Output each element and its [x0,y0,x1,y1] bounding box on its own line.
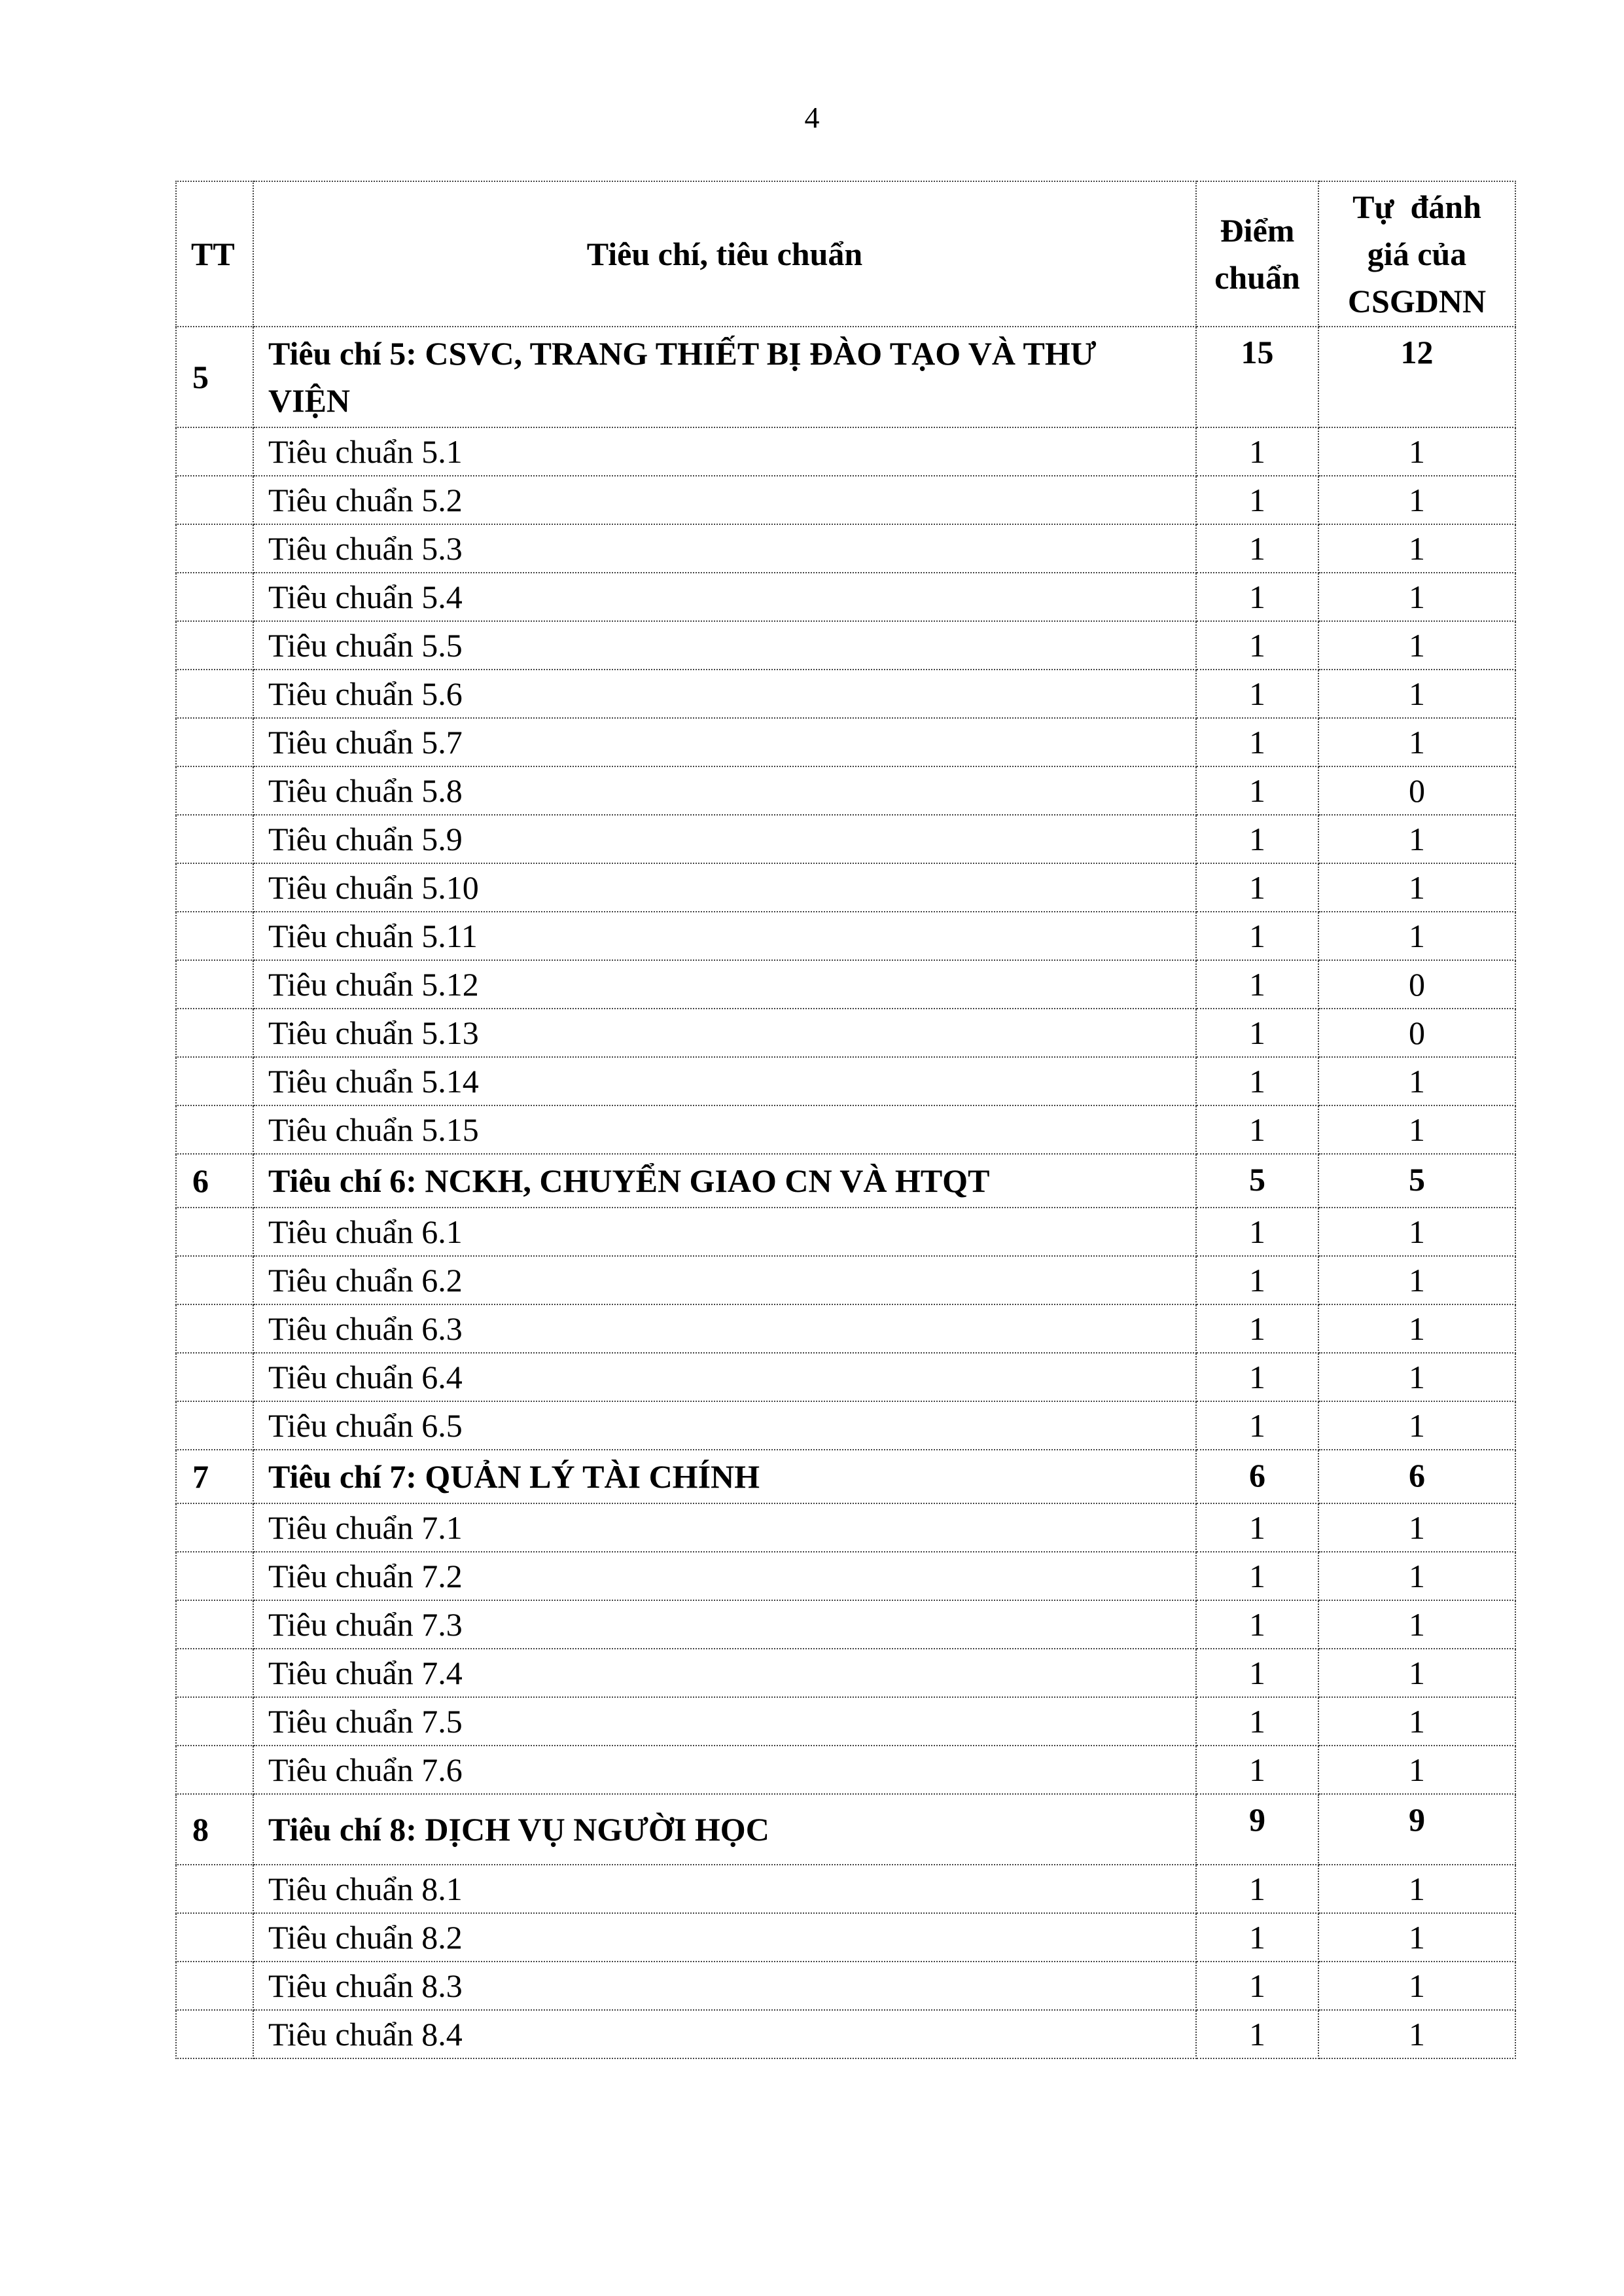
standard-number-empty [176,1401,253,1450]
self-assessment-score: 1 [1318,1057,1515,1105]
criterion-self-score: 12 [1318,327,1515,427]
standard-row [176,1962,1515,2010]
standard-number-empty [176,1503,253,1552]
self-assessment-score: 1 [1318,2010,1515,2058]
self-assessment-score: 1 [1318,1304,1515,1353]
self-assessment-score: 1 [1318,1401,1515,1450]
self-assessment-score: 1 [1318,1697,1515,1746]
standard-number-empty [176,1913,253,1962]
standard-score: 1 [1196,1865,1318,1913]
criterion-self-score: 9 [1318,1794,1515,1865]
standard-row [176,524,1515,573]
standard-name: Tiêu chuẩn 7.5 [253,1697,1196,1746]
self-assessment-score: 1 [1318,1503,1515,1552]
standard-score: 1 [1196,718,1318,766]
header-standard-score [1196,181,1318,327]
standard-score: 1 [1196,1208,1318,1256]
standard-score: 1 [1196,1503,1318,1552]
header-criteria-name: Tiêu chí, tiêu chuẩn [253,181,1196,327]
standard-name: Tiêu chuẩn 5.8 [253,766,1196,815]
standard-number-empty [176,912,253,960]
standard-name: Tiêu chuẩn 6.5 [253,1401,1196,1450]
standard-name: Tiêu chuẩn 7.2 [253,1552,1196,1600]
standard-name: Tiêu chuẩn 5.14 [253,1057,1196,1105]
standard-name: Tiêu chuẩn 8.1 [253,1865,1196,1913]
standard-name: Tiêu chuẩn 7.1 [253,1503,1196,1552]
standard-score: 1 [1196,1552,1318,1600]
standard-row [176,427,1515,476]
standard-row [176,912,1515,960]
standard-score: 1 [1196,1962,1318,2010]
standard-row [176,1256,1515,1304]
standard-number-empty [176,1256,253,1304]
header-self-line3: CSGDNN [1347,283,1487,319]
criterion-row [176,1154,1515,1208]
standard-number-empty [176,718,253,766]
standard-row [176,476,1515,524]
criterion-self-score: 5 [1318,1154,1515,1208]
standard-score: 1 [1196,815,1318,863]
self-assessment-score: 1 [1318,1865,1515,1913]
standard-name: Tiêu chuẩn 7.3 [253,1600,1196,1649]
standard-row [176,1304,1515,1353]
standard-name: Tiêu chuẩn 5.6 [253,670,1196,718]
standard-number-empty [176,815,253,863]
standard-number-empty [176,524,253,573]
criterion-number: 8 [176,1794,253,1865]
header-standard-line2: chuẩn [1214,259,1300,296]
standard-row [176,1746,1515,1794]
self-assessment-score: 1 [1318,1353,1515,1401]
standard-name: Tiêu chuẩn 8.2 [253,1913,1196,1962]
standard-name: Tiêu chuẩn 7.4 [253,1649,1196,1697]
standard-score: 1 [1196,960,1318,1009]
self-assessment-score: 1 [1318,718,1515,766]
self-assessment-score: 0 [1318,766,1515,815]
standard-number-empty [176,1552,253,1600]
standard-row [176,863,1515,912]
standard-score: 1 [1196,1009,1318,1057]
page-number: 4 [804,101,820,134]
standard-number-empty [176,476,253,524]
criterion-standard-score: 5 [1196,1154,1318,1208]
standard-score: 1 [1196,427,1318,476]
header-self-line2: giá của [1367,236,1467,272]
criterion-standard-score: 6 [1196,1450,1318,1503]
standard-number-empty [176,573,253,621]
standard-score: 1 [1196,621,1318,670]
standard-score: 1 [1196,1256,1318,1304]
standard-name: Tiêu chuẩn 6.4 [253,1353,1196,1401]
standard-name: Tiêu chuẩn 5.9 [253,815,1196,863]
self-assessment-score: 0 [1318,1009,1515,1057]
standard-row [176,766,1515,815]
standard-row [176,1401,1515,1450]
header-standard-line1: Điểm [1220,212,1295,249]
self-assessment-score: 1 [1318,815,1515,863]
standard-score: 1 [1196,573,1318,621]
standard-number-empty [176,960,253,1009]
standard-score: 1 [1196,863,1318,912]
standard-number-empty [176,1105,253,1154]
standard-score: 1 [1196,1105,1318,1154]
standard-row [176,670,1515,718]
standard-name: Tiêu chuẩn 5.12 [253,960,1196,1009]
standard-number-empty [176,1009,253,1057]
standard-number-empty [176,1353,253,1401]
standard-number-empty [176,1304,253,1353]
self-assessment-score: 1 [1318,1913,1515,1962]
criterion-row [176,1450,1515,1503]
criterion-name: Tiêu chí 8: DỊCH VỤ NGƯỜI HỌC [253,1794,1196,1865]
standard-name: Tiêu chuẩn 7.6 [253,1746,1196,1794]
criterion-name: Tiêu chí 5: CSVC, TRANG THIẾT BỊ ĐÀO TẠO VÀ THƯ VIỆN [253,327,1196,427]
criterion-name: Tiêu chí 7: QUẢN LÝ TÀI CHÍNH [253,1450,1196,1503]
standard-row [176,1913,1515,1962]
standard-row [176,815,1515,863]
standard-number-empty [176,1600,253,1649]
standard-name: Tiêu chuẩn 6.3 [253,1304,1196,1353]
standard-name: Tiêu chuẩn 8.3 [253,1962,1196,2010]
standard-row [176,1105,1515,1154]
self-assessment-score: 1 [1318,1208,1515,1256]
standard-number-empty [176,1649,253,1697]
standard-name: Tiêu chuẩn 5.11 [253,912,1196,960]
criterion-row [176,327,1515,427]
standard-score: 1 [1196,766,1318,815]
standard-row [176,1600,1515,1649]
criterion-standard-score: 15 [1196,327,1318,427]
standard-name: Tiêu chuẩn 5.4 [253,573,1196,621]
standard-row [176,1865,1515,1913]
standard-row [176,1009,1515,1057]
self-assessment-score: 1 [1318,573,1515,621]
standard-score: 1 [1196,1746,1318,1794]
self-assessment-score: 1 [1318,1962,1515,2010]
standard-row [176,1503,1515,1552]
standard-name: Tiêu chuẩn 5.2 [253,476,1196,524]
standard-number-empty [176,1865,253,1913]
self-assessment-score: 1 [1318,1105,1515,1154]
standard-score: 1 [1196,1649,1318,1697]
header-tt: TT [176,181,253,327]
criterion-standard-score: 9 [1196,1794,1318,1865]
standard-name: Tiêu chuẩn 6.1 [253,1208,1196,1256]
self-assessment-score: 1 [1318,863,1515,912]
header-self-assessment [1318,181,1515,327]
standard-name: Tiêu chuẩn 5.7 [253,718,1196,766]
standard-number-empty [176,1057,253,1105]
standard-score: 1 [1196,1353,1318,1401]
self-assessment-score: 1 [1318,524,1515,573]
criterion-number: 7 [176,1450,253,1503]
criteria-score-table [175,181,1516,2059]
standard-row [176,1697,1515,1746]
standard-number-empty [176,1962,253,2010]
standard-score: 1 [1196,1401,1318,1450]
header-self-line1: Tự đánh [1352,188,1481,225]
standard-number-empty [176,1208,253,1256]
standard-number-empty [176,1746,253,1794]
standard-name: Tiêu chuẩn 6.2 [253,1256,1196,1304]
self-assessment-score: 1 [1318,476,1515,524]
standard-row [176,1057,1515,1105]
self-assessment-score: 1 [1318,670,1515,718]
criterion-number: 5 [176,327,253,427]
standard-score: 1 [1196,670,1318,718]
standard-number-empty [176,1697,253,1746]
standard-name: Tiêu chuẩn 8.4 [253,2010,1196,2058]
standard-name: Tiêu chuẩn 5.1 [253,427,1196,476]
standard-score: 1 [1196,2010,1318,2058]
standard-row [176,718,1515,766]
standard-number-empty [176,2010,253,2058]
standard-name: Tiêu chuẩn 5.10 [253,863,1196,912]
standard-row [176,1552,1515,1600]
standard-name: Tiêu chuẩn 5.13 [253,1009,1196,1057]
standard-number-empty [176,621,253,670]
self-assessment-score: 1 [1318,1552,1515,1600]
standard-row [176,1208,1515,1256]
self-assessment-score: 1 [1318,1649,1515,1697]
standard-name: Tiêu chuẩn 5.5 [253,621,1196,670]
criterion-name: Tiêu chí 6: NCKH, CHUYỂN GIAO CN VÀ HTQT [253,1154,1196,1208]
criterion-row [176,1794,1515,1865]
standard-row [176,960,1515,1009]
standard-score: 1 [1196,476,1318,524]
self-assessment-score: 1 [1318,1746,1515,1794]
standard-score: 1 [1196,524,1318,573]
standard-name: Tiêu chuẩn 5.15 [253,1105,1196,1154]
criterion-self-score: 6 [1318,1450,1515,1503]
standard-score: 1 [1196,1304,1318,1353]
self-assessment-score: 1 [1318,1600,1515,1649]
standard-score: 1 [1196,1697,1318,1746]
standard-row [176,2010,1515,2058]
standard-row [176,1649,1515,1697]
standard-score: 1 [1196,912,1318,960]
self-assessment-score: 0 [1318,960,1515,1009]
standard-name: Tiêu chuẩn 5.3 [253,524,1196,573]
standard-row [176,1353,1515,1401]
standard-score: 1 [1196,1057,1318,1105]
criterion-number: 6 [176,1154,253,1208]
standard-score: 1 [1196,1600,1318,1649]
standard-number-empty [176,427,253,476]
standard-number-empty [176,670,253,718]
self-assessment-score: 1 [1318,427,1515,476]
self-assessment-score: 1 [1318,1256,1515,1304]
standard-score: 1 [1196,1913,1318,1962]
standard-row [176,621,1515,670]
table-header-row [176,181,1515,327]
standard-number-empty [176,766,253,815]
standard-number-empty [176,863,253,912]
standard-row [176,573,1515,621]
self-assessment-score: 1 [1318,912,1515,960]
self-assessment-score: 1 [1318,621,1515,670]
table-body [176,327,1515,2058]
